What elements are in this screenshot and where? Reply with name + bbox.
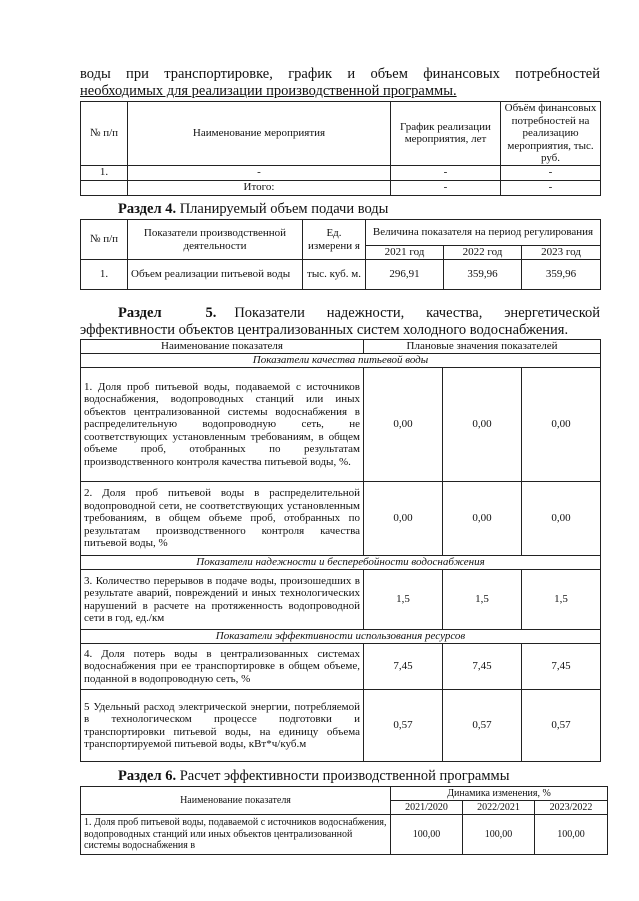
s5-group-reliability: Показатели надежности и бесперебойности водоснабжения [81,556,601,570]
s4-header-period: Величина показателя на период регулирования [366,220,601,246]
intro-line-2: необходимых для реализации производственной программы. [80,83,457,99]
s5-group-efficiency: Показатели эффективности использования ресурсов [81,630,601,644]
section5-line-1 [80,305,600,322]
efficiency-table [80,786,608,855]
s5-row4-value-1: 7,45 [364,644,443,690]
s5-row5-value-2: 0,57 [443,690,522,762]
section4-title: Планируемый объем подачи воды [179,201,389,217]
s5-header-values: Плановые значения показателей [364,340,601,354]
row1-schedule: - [391,165,501,180]
row1-num: 1. [81,165,128,180]
s5-row3-value-2: 1,5 [443,570,522,630]
s6-header-dynamics: Динамика изменения, % [391,787,608,801]
section4-label: Раздел 4. [118,201,177,217]
s4-row-name: Объем реализации питьевой воды [128,260,303,290]
row1-name: - [128,165,391,180]
s5-row3-value-3: 1,5 [522,570,601,630]
s5-row2-value-1: 0,00 [364,482,443,556]
s5-row3-name: 3. Количество перерывов в подаче воды, произошедших в результате аварий, повреждений и иных технологических нарушений в расчете на протяженность водопроводной сети в год, ед./км [81,570,364,630]
s5-row1-value-2: 0,00 [443,368,522,482]
s5-row5-name: 5 Удельный расход электрической энергии, потребляемой в технологическом процессе подготовки и транспортировки питьевой воды, на единицу объема транспортируемой питьевой воды, кВт*ч/куб.м [81,690,364,762]
s4-value-2023: 359,96 [522,260,601,290]
section5-line-2: эффективности объектов централизованных систем холодного водоснабжения. [80,322,569,338]
indicators-table [80,339,601,762]
s4-header-year-2022: 2022 год [444,246,522,260]
s5-row4-value-2: 7,45 [443,644,522,690]
s5-row3-value-1: 1,5 [364,570,443,630]
total-num-empty [81,180,128,195]
s4-header-name: Показатели производственной деятельности [128,220,303,260]
section6-heading [118,768,509,785]
s6-row1-value-3: 100,00 [535,815,608,855]
s5-header-name: Наименование показателя [81,340,364,354]
header-num: № п/п [81,102,128,166]
section5-label-word: Раздел [118,305,162,321]
s5-row5-value-1: 0,57 [364,690,443,762]
header-schedule: График реализации мероприятия, лет [391,102,501,166]
s6-header-name: Наименование показателя [81,787,391,815]
s5-row4-value-3: 7,45 [522,644,601,690]
s4-header-num: № п/п [81,220,128,260]
s6-header-period-2: 2022/2021 [463,801,535,815]
s6-row1-value-1: 100,00 [391,815,463,855]
s5-row2-value-3: 0,00 [522,482,601,556]
s4-header-year-2023: 2023 год [522,246,601,260]
section6-label: Раздел 6. [118,768,177,784]
s6-header-period-3: 2023/2022 [535,801,608,815]
intro-paragraph [80,66,600,100]
row1-financial: - [501,165,601,180]
s6-header-period-1: 2021/2020 [391,801,463,815]
s6-row1-value-2: 100,00 [463,815,535,855]
s5-row2-value-2: 0,00 [443,482,522,556]
s5-row2-name: 2. Доля проб питьевой воды в распределительной водопроводной сети, не соответствующих установленным требованиям, в общем объеме проб, отобранных по результатам производственного контроля качества питьевой воды, % [81,482,364,556]
intro-line-1: воды при транспортировке, график и объем финансовых потребностей [80,66,600,82]
section5-title-part1: Показатели надежности, качества, энергетической [234,305,601,321]
section5-label-number: 5. [205,305,217,321]
section4-heading [118,201,388,218]
s5-row4-name: 4. Доля потерь воды в централизованных системах водоснабжения при ее транспортировке в общем объеме, поданной в водопроводную сеть, % [81,644,364,690]
header-measure-name: Наименование мероприятия [128,102,391,166]
s5-row5-value-3: 0,57 [522,690,601,762]
s5-row1-name: 1. Доля проб питьевой воды, подаваемой с источников водоснабжения, водопроводных станций или иных объектов централизованной системы водоснабжения в распределительную водопроводную сеть, не соответствующих установленным требованиям, в общем объеме проб, отобранных по результатам производственного контроля качества питьевой воды, %. [81,368,364,482]
measures-table [80,101,601,196]
s5-row1-value-3: 0,00 [522,368,601,482]
s4-header-year-2021: 2021 год [366,246,444,260]
s4-row-num: 1. [81,260,128,290]
s5-row1-value-1: 0,00 [364,368,443,482]
s4-header-unit: Ед. измерени я [303,220,366,260]
total-label: Итого: [128,180,391,195]
total-financial: - [501,180,601,195]
header-financial-needs: Объём финансовых потребностей на реализацию мероприятия, тыс. руб. [501,102,601,166]
s6-row1-name: 1. Доля проб питьевой воды, подаваемой с источников водоснабжения, водопроводных станций или иных объектов централизованной системы водоснабжения в [81,815,391,855]
water-supply-table [80,219,601,290]
s5-group-quality: Показатели качества питьевой воды [81,354,601,368]
section6-title: Расчет эффективности производственной программы [179,768,510,784]
s4-row-unit: тыс. куб. м. [303,260,366,290]
total-schedule: - [391,180,501,195]
section5-heading [80,305,600,339]
s4-value-2021: 296,91 [366,260,444,290]
s4-value-2022: 359,96 [444,260,522,290]
